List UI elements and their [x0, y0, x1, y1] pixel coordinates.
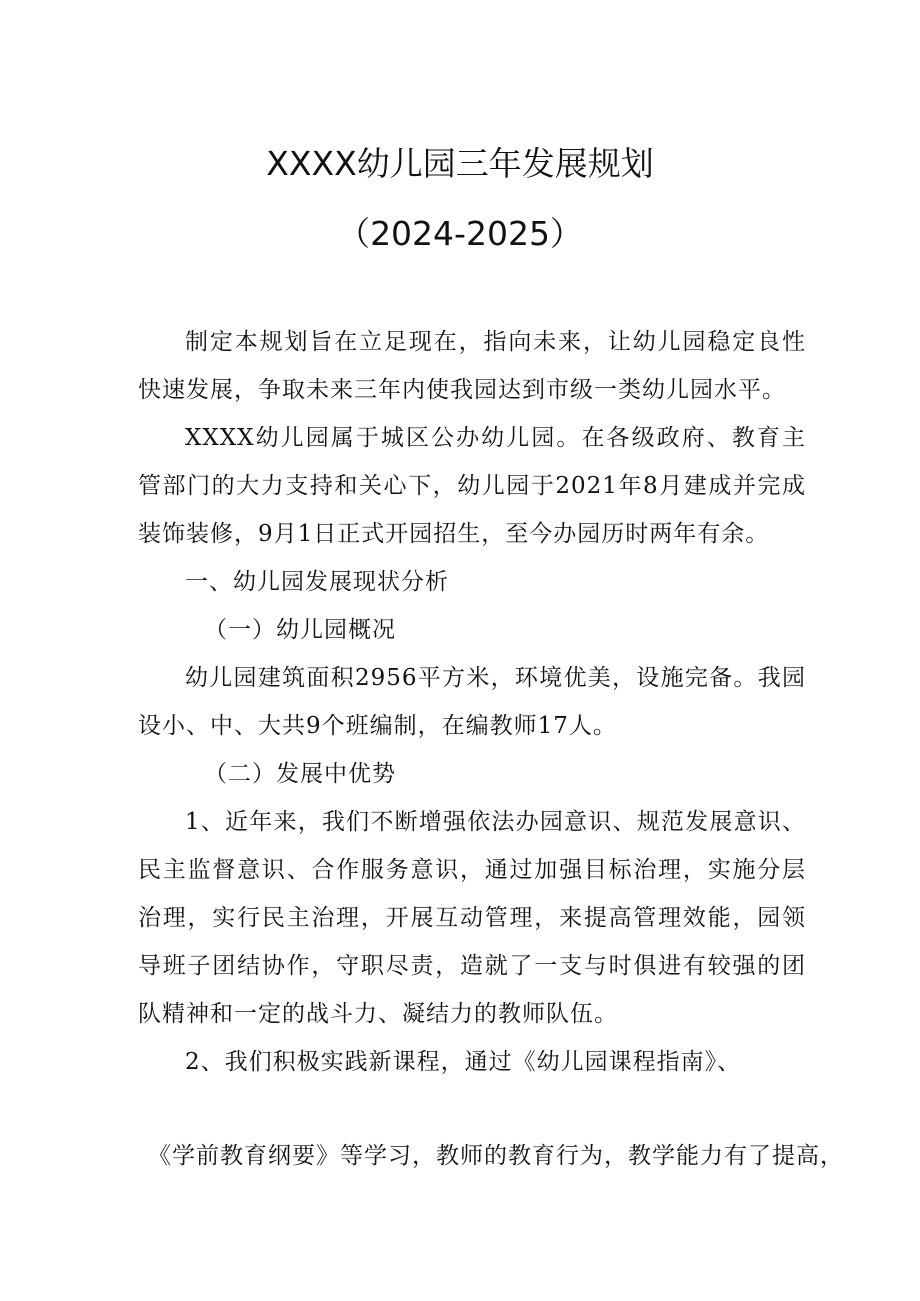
document-title: XXXX幼儿园三年发展规划: [266, 144, 654, 183]
paragraph-overview: 幼儿园建筑面积2956平方米，环境优美，设施完备。我园设小、中、大共9个班编制，在编教师17人。: [138, 665, 806, 739]
section-heading-1: 一、幼儿园发展现状分析: [185, 569, 449, 595]
subsection-heading-2: （二）发展中优势: [204, 761, 396, 787]
document-period: （2024-2025）: [337, 214, 583, 253]
paragraph-background: XXXX幼儿园属于城区公办幼儿园。在各级政府、教育主管部门的大力支持和关心下，幼儿园于2021年8月建成并完成装饰装修，9月1日正式开园招生，至今办园历时两年有余。: [138, 425, 806, 547]
paragraph-advantage-2: 2、我们积极实践新课程，通过《幼儿园课程指南》、: [185, 1049, 742, 1075]
paragraph-intro: 制定本规划旨在立足现在，指向未来，让幼儿园稳定良性快速发展，争取未来三年内使我园达到市级一类幼儿园水平。: [138, 329, 806, 403]
subsection-heading-1: （一）幼儿园概况: [204, 617, 396, 643]
paragraph-advantage-1: 1、近年来，我们不断增强依法办园意识、规范发展意识、民主监督意识、合作服务意识，通过加强目标治理，实施分层治理，实行民主治理，开展互动管理，来提高管理效能，园领导班子团结协作，守职尽责，造就了一支与时俱进有较强的团队精神和一定的战斗力、凝结力的教师队伍。: [138, 809, 806, 1027]
document-body: [138, 318, 806, 1086]
paragraph-continuation: 《学前教育纲要》等学习，教师的教育行为，教学能力有了提高，: [148, 1143, 844, 1169]
